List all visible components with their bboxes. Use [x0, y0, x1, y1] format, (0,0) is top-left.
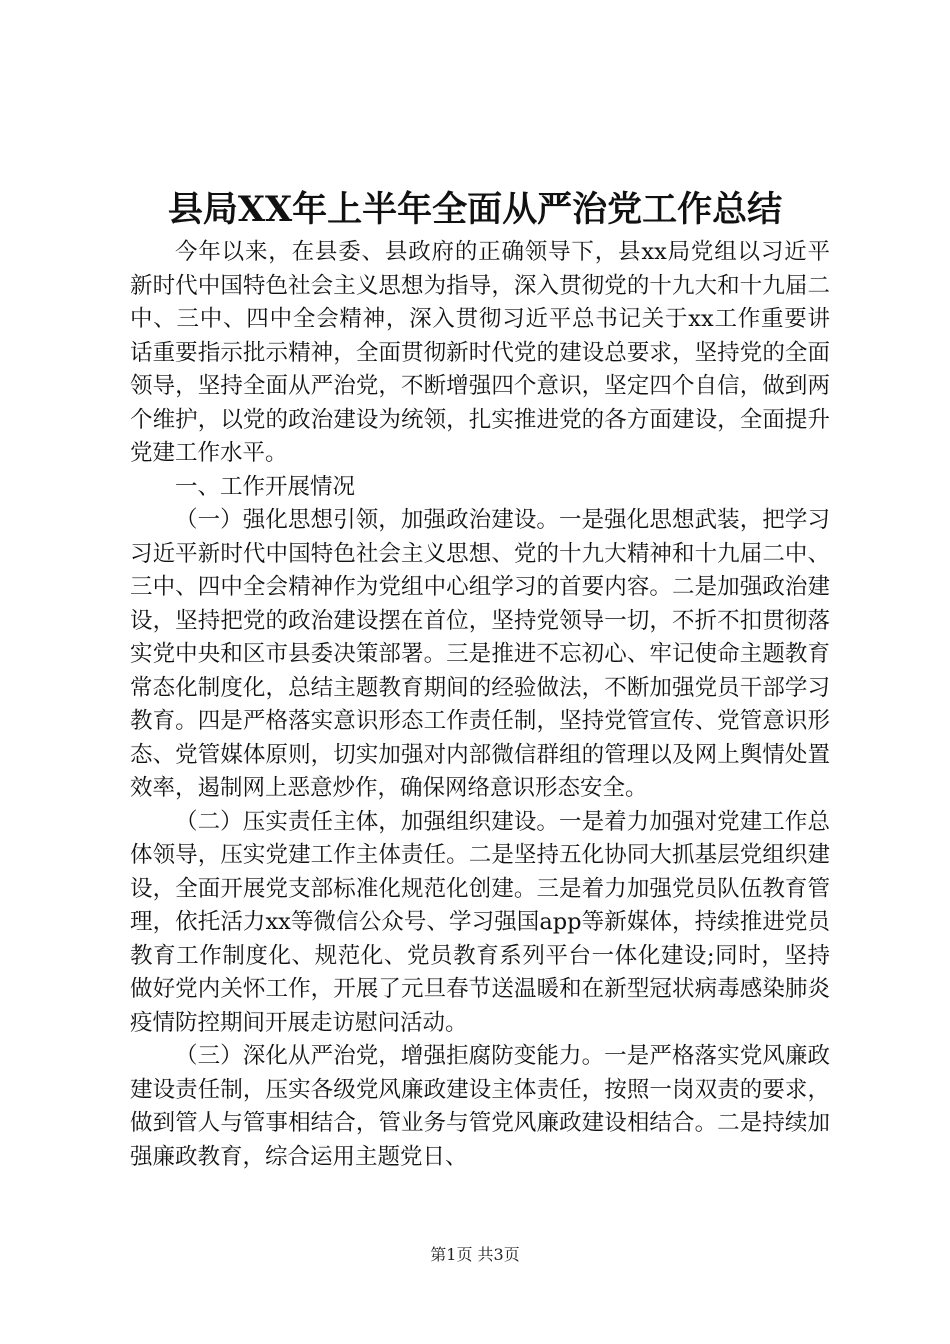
- document-title: 县局XX年上半年全面从严治党工作总结: [167, 189, 783, 230]
- paragraph-organization-building: （二）压实责任主体，加强组织建设。一是着力加强对党建工作总体领导，压实党建工作主体责任。二是坚持五化协同大抓基层党组织建设，全面开展党支部标准化规范化创建。三是着力加强党员队伍教育管理，依托活力xx等微信公众号、学习强国app等新媒体，持续推进党员教育工作制度化、规范化、党员教育系列平台一体化建设;同时，坚持做好党内关怀工作，开展了元旦春节送温暖和在新型冠状病毒感染肺炎疫情防控期间开展走访慰问活动。: [130, 808, 830, 1036]
- section-heading: 一、工作开展情况: [175, 473, 356, 500]
- page-footer: 第1页 共3页: [430, 1245, 520, 1264]
- document-body: [130, 236, 830, 1174]
- paragraph-strict-governance: （三）深化从严治党，增强拒腐防变能力。一是严格落实党风廉政建设责任制，压实各级党风廉政建设主体责任，按照一岗双责的要求，做到管人与管事相结合，管业务与管党风廉政建设相结合。二是持续加强廉政教育，综合运用主题党日、: [130, 1043, 830, 1170]
- paragraph-political-building: （一）强化思想引领，加强政治建设。一是强化思想武装，把学习习近平新时代中国特色社会主义思想、党的十九大精神和十九届二中、三中、四中全会精神作为党组中心组学习的首要内容。二是加强政治建设，坚持把党的政治建设摆在首位，坚持党领导一切，不折不扣贯彻落实党中央和区市县委决策部署。三是推进不忘初心、牢记使命主题教育常态化制度化，总结主题教育期间的经验做法，不断加强党员干部学习教育。四是严格落实意识形态工作责任制，坚持党管宣传、党管意识形态、党管媒体原则，切实加强对内部微信群组的管理以及网上舆情处置效率，遏制网上恶意炒作，确保网络意识形态安全。: [130, 507, 830, 801]
- intro-paragraph: 今年以来，在县委、县政府的正确领导下，县xx局党组以习近平新时代中国特色社会主义思想为指导，深入贯彻党的十九大和十九届二中、三中、四中全会精神，深入贯彻习近平总书记关于xx工作重要讲话重要指示批示精神，全面贯彻新时代党的建设总要求，坚持党的全面领导，坚持全面从严治党，不断增强四个意识，坚定四个自信，做到两个维护，以党的政治建设为统领，扎实推进党的各方面建设，全面提升党建工作水平。: [130, 239, 830, 466]
